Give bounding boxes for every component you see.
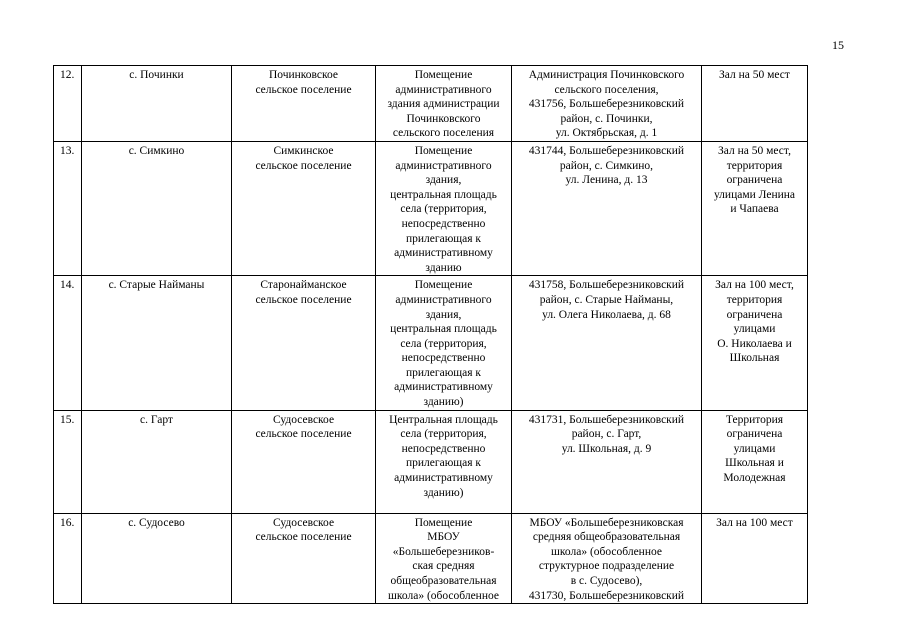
village-cell: с. Гарт [82,410,232,513]
settlement-cell: Починковское сельское поселение [232,66,376,142]
table-row [54,410,808,513]
row-number: 13. [54,141,82,275]
row-number: 12. [54,66,82,142]
polling-places-table [53,65,808,604]
place-cell: Центральная площадь села (территория, непосредственно прилегающая к административному зданию) [376,410,512,513]
table-row [54,513,808,604]
row-number: 16. [54,513,82,604]
place-cell: Помещение административного здания, центральная площадь села (территория, непосредственно прилегающая к административному зданию) [376,276,512,410]
row-number: 14. [54,276,82,410]
capacity-cell: Зал на 100 мест, территория ограничена улицами О. Николаева и Школьная [702,276,808,410]
settlement-cell: Судосевское сельское поселение [232,513,376,604]
address-cell: 431758, Большеберезниковский район, с. Старые Найманы, ул. Олега Николаева, д. 68 [512,276,702,410]
table-row [54,141,808,275]
settlement-cell: Симкинское сельское поселение [232,141,376,275]
capacity-cell: Зал на 100 мест [702,513,808,604]
page-number: 15 [832,38,844,52]
address-cell: 431744, Большеберезниковский район, с. Симкино, ул. Ленина, д. 13 [512,141,702,275]
village-cell: с. Судосево [82,513,232,604]
place-cell: Помещение административного здания администрации Починковского сельского поселения [376,66,512,142]
address-cell: МБОУ «Большеберезниковская средняя общеобразовательная школа» (обособленное структурное подразделение в с. Судосево), 431730, Большеберезниковский [512,513,702,604]
capacity-cell: Зал на 50 мест [702,66,808,142]
capacity-cell: Территория ограничена улицами Школьная и Молодежная [702,410,808,513]
settlement-cell: Старонайманское сельское поселение [232,276,376,410]
row-number: 15. [54,410,82,513]
village-cell: с. Старые Найманы [82,276,232,410]
address-cell: Администрация Починковского сельского поселения, 431756, Большеберезниковский район, с. Починки, ул. Октябрьская, д. 1 [512,66,702,142]
village-cell: с. Починки [82,66,232,142]
settlement-cell: Судосевское сельское поселение [232,410,376,513]
table-row [54,276,808,410]
village-cell: с. Симкино [82,141,232,275]
place-cell: Помещение МБОУ «Большеберезников- ская средняя общеобразовательная школа» (обособленное [376,513,512,604]
capacity-cell: Зал на 50 мест, территория ограничена улицами Ленина и Чапаева [702,141,808,275]
table-row [54,66,808,142]
address-cell: 431731, Большеберезниковский район, с. Гарт, ул. Школьная, д. 9 [512,410,702,513]
place-cell: Помещение административного здания, центральная площадь села (территория, непосредственно прилегающая к административному зданию [376,141,512,275]
